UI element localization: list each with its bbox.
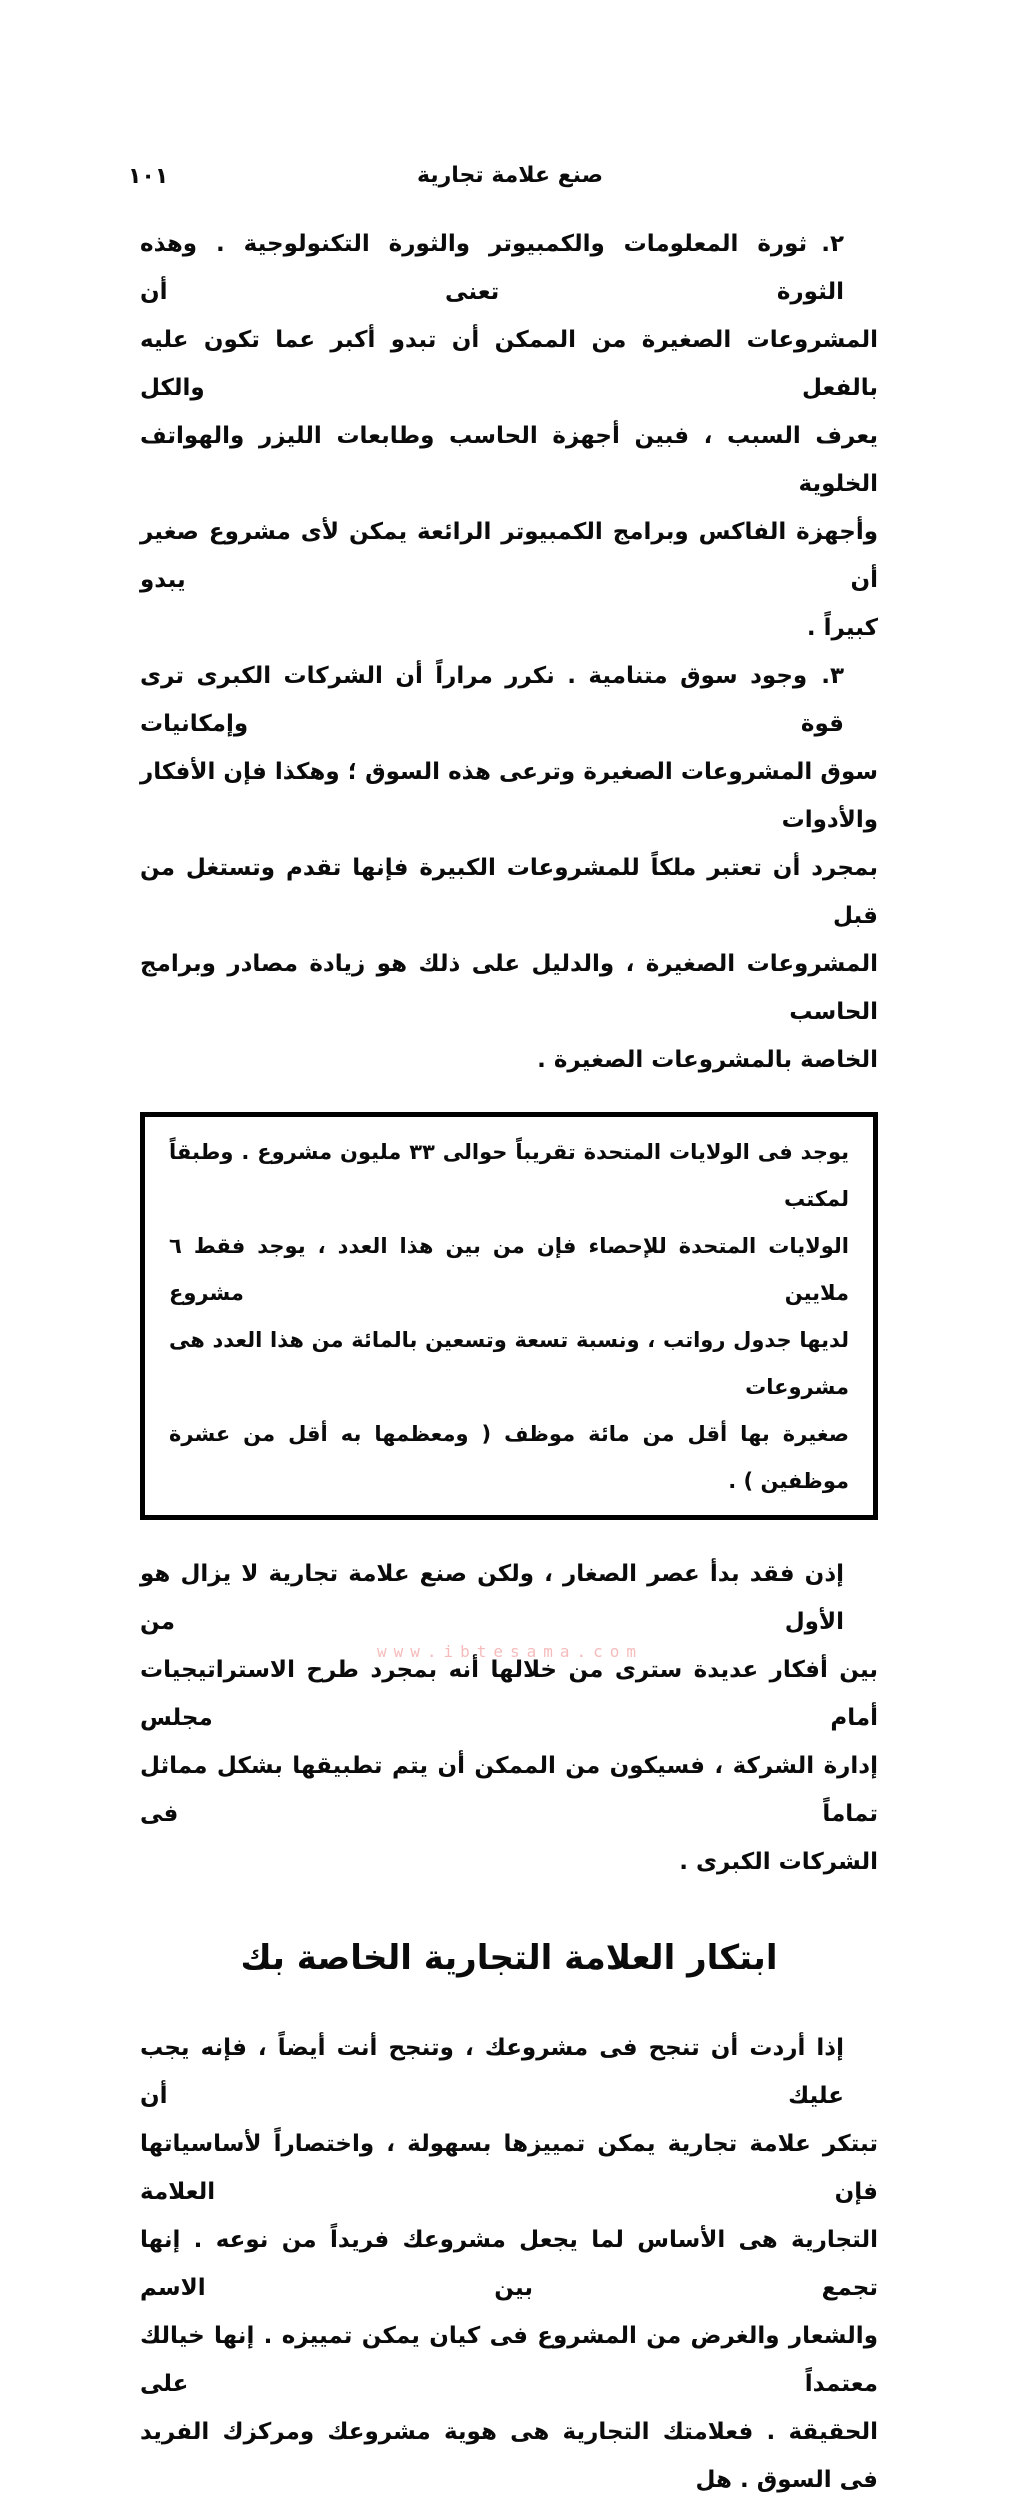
- list-item-line: كبيراً .: [806, 615, 878, 641]
- list-item-line: يعرف السبب ، فبين أجهزة الحاسب وطابعات الليزر والهواتف الخلوية: [140, 423, 878, 497]
- list-item-line: الخاصة بالمشروعات الصغيرة .: [537, 1047, 878, 1073]
- boxed-note: [140, 1112, 878, 1520]
- paragraph: [140, 2024, 878, 2504]
- list-item-line: بمجرد أن تعتبر ملكاً للمشروعات الكبيرة فإنها تقدم وتستغل من قبل: [140, 855, 878, 929]
- page-header: [0, 163, 1020, 197]
- list-item-line: [140, 220, 878, 316]
- site-watermark: www.ibtesama.com: [376, 1642, 644, 1661]
- paragraph-line: إذا أردت أن تنجح فى مشروعك ، وتنجح أنت أيضاً ، فإنه يجب عليك أن: [140, 2035, 844, 2109]
- paragraph-line: إذن فقد بدأ عصر الصغار ، ولكن صنع علامة تجارية لا يزال هو الأول من: [140, 1561, 844, 1635]
- chapter-running-title: صنع علامة تجارية: [417, 163, 603, 188]
- boxed-note-line: لديها جدول رواتب ، ونسبة تسعة وتسعين بالمائة من هذا العدد هى مشروعات: [169, 1328, 849, 1399]
- list-item-line: وأجهزة الفاكس وبرامج الكمبيوتر الرائعة يمكن لأى مشروع صغير أن يبدو: [140, 519, 878, 593]
- boxed-note-line: الولايات المتحدة للإحصاء فإن من بين هذا العدد ، يوجد فقط ٦ ملايين مشروع: [169, 1234, 849, 1305]
- list-item-line: المشروعات الصغيرة ، والدليل على ذلك هو زيادة مصادر وبرامج الحاسب: [140, 951, 878, 1025]
- paragraph-line: الحقيقة . فعلامتك التجارية هى هوية مشروعك ومركزك الفريد فى السوق . هل: [140, 2419, 878, 2493]
- list-item-line: المشروعات الصغيرة من الممكن أن تبدو أكبر عما تكون عليه بالفعل والكل: [140, 327, 878, 401]
- numbered-item-3: [140, 652, 878, 1084]
- numbered-item-2: [140, 220, 878, 652]
- boxed-note-line: يوجد فى الولايات المتحدة تقريباً حوالى ٣٣ مليون مشروع . وطبقاً لمكتب: [169, 1140, 849, 1211]
- list-item-number: ٢.: [821, 231, 844, 257]
- paragraph-line: تبتكر علامة تجارية يمكن تمييزها بسهولة ، واختصاراً لأساسياتها فإن العلامة: [140, 2131, 878, 2205]
- section-heading: ابتكار العلامة التجارية الخاصة بك: [240, 1938, 778, 1978]
- list-item-line: [140, 652, 878, 748]
- list-item-text: ثورة المعلومات والكمبيوتر والثورة التكنولوجية . وهذه الثورة تعنى أن: [140, 231, 844, 305]
- page-number: ١٠١: [128, 164, 169, 189]
- list-item-text: وجود سوق متنامية . نكرر مراراً أن الشركات الكبرى ترى قوة وإمكانيات: [140, 663, 844, 737]
- boxed-note-line: صغيرة بها أقل من مائة موظف ( ومعظمها به أقل من عشرة موظفين ) .: [169, 1422, 849, 1493]
- paragraph-line: بين أفكار عديدة سترى من خلالها أنه بمجرد طرح الاستراتيجيات أمام مجلس: [140, 1657, 878, 1731]
- text-column: [140, 220, 878, 2504]
- paragraph-line: الشركات الكبرى .: [679, 1849, 878, 1875]
- paragraph: [140, 1550, 878, 1886]
- paragraph-line: والشعار والغرض من المشروع فى كيان يمكن تمييزه . إنها خيالك معتمداً على: [140, 2323, 878, 2397]
- paragraph-line: إدارة الشركة ، فسيكون من الممكن أن يتم تطبيقها بشكل مماثل تماماً فى: [140, 1753, 878, 1827]
- list-item-number: ٣.: [821, 663, 844, 689]
- list-item-line: سوق المشروعات الصغيرة وترعى هذه السوق ؛ وهكذا فإن الأفكار والأدوات: [140, 759, 878, 833]
- paragraph-line: التجارية هى الأساس لما يجعل مشروعك فريداً من نوعه . إنها تجمع بين الاسم: [140, 2227, 878, 2301]
